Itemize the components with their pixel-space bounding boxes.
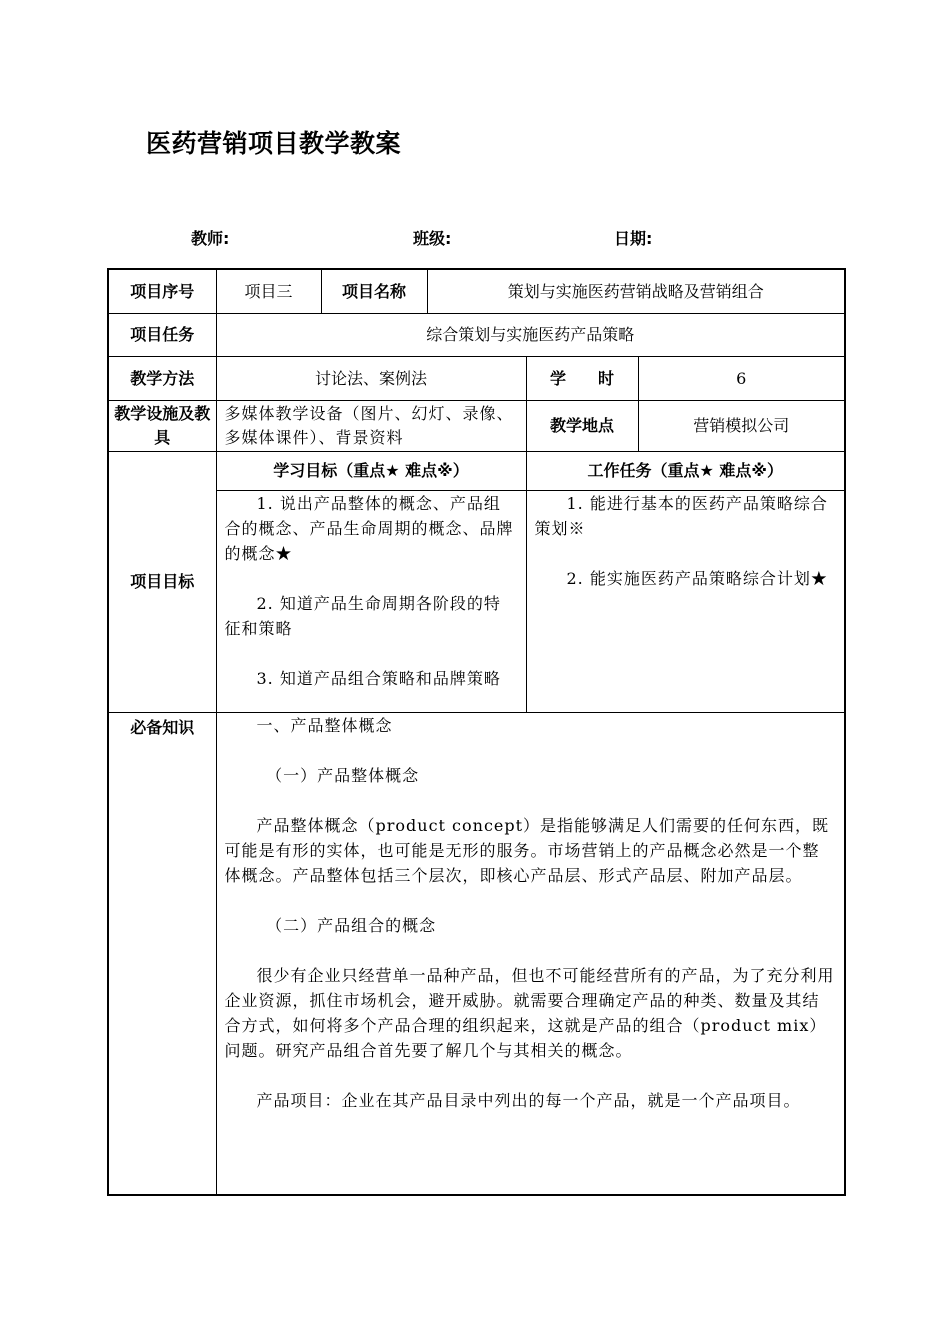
method-label: 教学方法	[108, 356, 216, 400]
body-paragraph: 产品整体概念（product concept）是指能够满足人们需要的任何东西，既可能是有形的实体，也可能是无形的服务。市场营销上的产品概念必然是一个整体概念。产品整体包括三个层次，即核心产品层、形式产品层、附加产品层。	[224, 815, 830, 885]
work-task-item: 1. 能进行基本的医药产品策略综合策划※	[534, 493, 828, 538]
learning-objectives-header: 学习目标（重点★ 难点※）	[216, 451, 526, 490]
knowledge-content	[216, 712, 845, 1195]
row-project-no	[108, 269, 845, 313]
date-label: 日期:	[614, 229, 653, 248]
row-facility	[108, 400, 845, 451]
learning-objectives-cell	[216, 490, 526, 712]
hours-value: 6	[638, 356, 845, 400]
project-no-label: 项目序号	[108, 269, 216, 313]
facility-value: 多媒体教学设备（图片、幻灯、录像、多媒体课件）、背景资料	[216, 400, 526, 451]
row-method	[108, 356, 845, 400]
row-task	[108, 313, 845, 356]
subsection-heading: （二）产品组合的概念	[266, 915, 437, 935]
document-title: 医药营销项目教学教案	[146, 129, 402, 158]
learning-objective-item: 3. 知道产品组合策略和品牌策略	[256, 668, 501, 688]
work-task-item: 2. 能实施医药产品策略综合计划★	[566, 568, 828, 588]
body-paragraph: 产品项目：企业在其产品目录中列出的每一个产品，就是一个产品项目。	[256, 1090, 801, 1110]
project-name-value: 策划与实施医药营销战略及营销组合	[427, 269, 845, 313]
subsection-heading: （一）产品整体概念	[266, 765, 420, 785]
task-label: 项目任务	[108, 313, 216, 356]
work-tasks-header: 工作任务（重点★ 难点※）	[526, 451, 845, 490]
hours-label: 学 时	[526, 356, 638, 400]
objectives-label: 项目目标	[108, 451, 216, 712]
location-label: 教学地点	[526, 400, 638, 451]
learning-objective-item: 1. 说出产品整体的概念、产品组合的概念、产品生命周期的概念、品牌的概念★	[224, 493, 514, 563]
lesson-plan-table	[107, 268, 846, 1196]
section-heading: 一、产品整体概念	[256, 715, 393, 735]
task-value: 综合策划与实施医药产品策略	[216, 313, 845, 356]
project-name-label: 项目名称	[321, 269, 427, 313]
work-tasks-cell	[526, 490, 845, 712]
row-knowledge	[108, 712, 845, 1195]
body-paragraph: 很少有企业只经营单一品种产品，但也不可能经营所有的产品，为了充分利用企业资源，抓住市场机会，避开威胁。就需要合理确定产品的种类、数量及其结合方式，如何将多个产品合理的组织起来，这就是产品的组合（product mix）问题。研究产品组合首先要了解几个与其相关的概念。	[224, 965, 835, 1060]
row-objective-headers	[108, 451, 845, 490]
teacher-label: 教师:	[191, 229, 230, 248]
row-objective-content	[108, 490, 845, 712]
location-value: 营销模拟公司	[638, 400, 845, 451]
facility-label: 教学设施及教具	[108, 400, 216, 451]
learning-objective-item: 2. 知道产品生命周期各阶段的特征和策略	[224, 593, 501, 638]
method-value: 讨论法、案例法	[216, 356, 526, 400]
class-label: 班级:	[413, 229, 452, 248]
project-no-value: 项目三	[216, 269, 321, 313]
knowledge-label: 必备知识	[108, 712, 216, 1195]
